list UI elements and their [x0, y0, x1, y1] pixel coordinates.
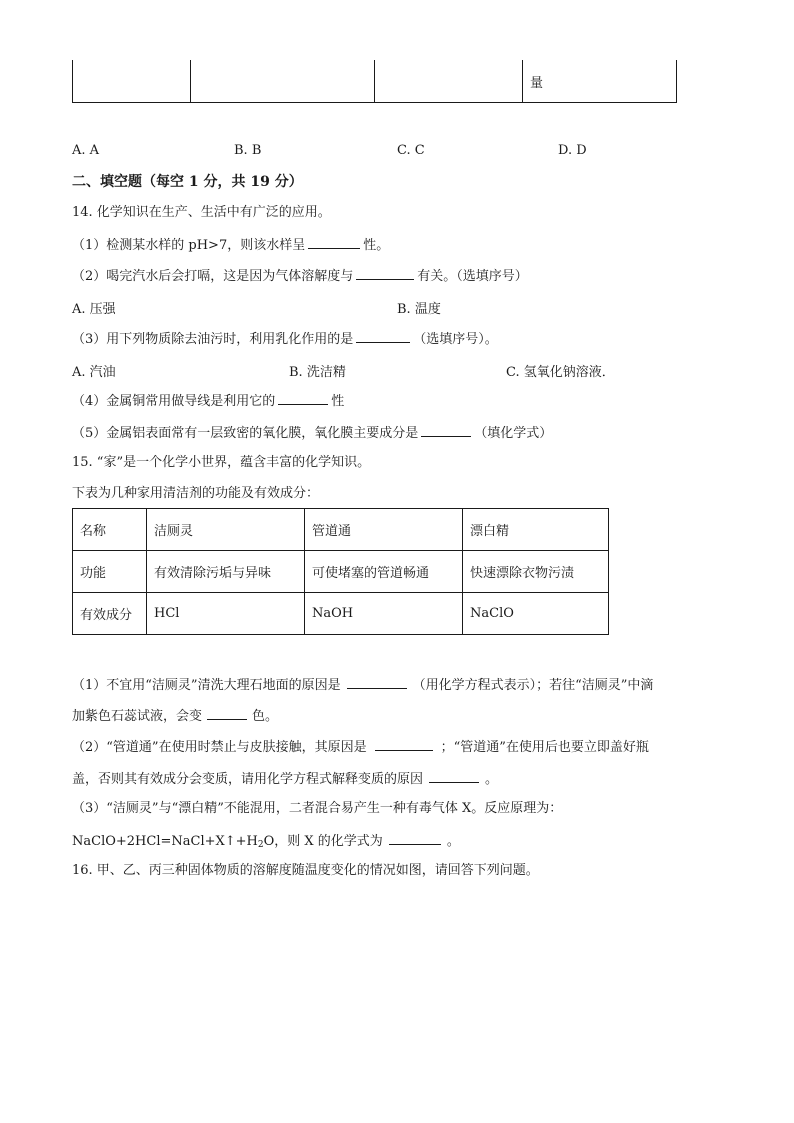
table-border — [72, 60, 73, 102]
q15-part1-text-cont: （用化学方程式表示）；若往“洁厕灵”中滴 — [412, 678, 654, 693]
q14-part5-suffix: （填化学式） — [474, 426, 553, 441]
q15-part3-suffix: 。 — [446, 834, 460, 849]
table-cell: 有效清除污垢与异味 — [147, 551, 305, 593]
table-cell: 漂白精 — [463, 509, 609, 551]
table-cell: 量 — [530, 76, 544, 91]
q14-part5 — [72, 424, 552, 442]
q14-part2-suffix: 有关。（选填序号） — [417, 269, 528, 284]
question-15-stem: 15. “家”是一个化学小世界，蕴含丰富的化学知识。 — [72, 455, 371, 470]
q15-part1-line2 — [72, 707, 278, 725]
q15-part1-line2-text: 加紫色石蕊试液，会变 — [72, 709, 203, 724]
q15-part2-text-cont: ；“管道通”在使用后也要立即盖好瓶 — [440, 740, 649, 755]
table-cell: 有效成分 — [73, 593, 147, 635]
answer-blank[interactable] — [375, 738, 433, 751]
q14-part5-text: （5）金属铝表面常有一层致密的氧化膜，氧化膜主要成分是 — [72, 426, 419, 441]
answer-blank[interactable] — [421, 424, 471, 437]
q15-part1-line2-suffix: 色。 — [252, 709, 279, 724]
answer-blank[interactable] — [207, 707, 247, 720]
q15-part2-line2-suffix: 。 — [485, 772, 499, 787]
q15-table-intro: 下表为几种家用清洁剂的功能及有效成分： — [72, 486, 320, 501]
q15-part1-text: （1）不宜用“洁厕灵”清洗大理石地面的原因是 — [72, 678, 341, 693]
table-cell: NaClO — [463, 593, 609, 635]
previous-question-table-fragment — [72, 60, 677, 103]
table-cell: 功能 — [73, 551, 147, 593]
table-cell: HCl — [147, 593, 305, 635]
question-16-stem: 16. 甲、乙、丙三种固体物质的溶解度随温度变化的情况如图，请回答下列问题。 — [72, 863, 539, 878]
q15-part3-line1: （3）“洁厕灵”与“漂白精”不能混用，二者混合易产生一种有毒气体 X。反应原理为： — [72, 801, 563, 816]
option-a: A. A — [72, 143, 100, 158]
q15-part2-text: （2）“管道通”在使用时禁止与皮肤接触，其原因是 — [72, 740, 367, 755]
table-row — [73, 593, 609, 635]
q15-part1-line1 — [72, 676, 653, 694]
option-c: C. C — [397, 143, 425, 158]
answer-blank[interactable] — [347, 676, 407, 689]
table-row — [73, 551, 609, 593]
answer-blank[interactable] — [308, 236, 360, 249]
reaction-equation: NaClO+2HCl=NaCl+X↑+H — [72, 834, 258, 849]
answer-blank[interactable] — [356, 330, 410, 343]
table-cell: NaOH — [305, 593, 463, 635]
answer-blank[interactable] — [356, 267, 414, 280]
table-border — [190, 60, 191, 102]
q14-part3-text: （3）用下列物质除去油污时，利用乳化作用的是 — [72, 332, 354, 347]
q15-part3-line2 — [72, 832, 460, 853]
q14-part4-suffix: 性 — [331, 394, 345, 409]
q14-part3-suffix: （选填序号）。 — [413, 332, 498, 347]
q14-part2-option-b: B. 温度 — [397, 302, 441, 317]
q15-part2-line2-text: 盖，否则其有效成分会变质，请用化学方程式解释变质的原因 — [72, 772, 424, 787]
answer-blank[interactable] — [389, 832, 441, 845]
table-cell: 名称 — [73, 509, 147, 551]
option-d: D. D — [558, 143, 587, 158]
table-border — [374, 60, 375, 102]
q14-part3 — [72, 330, 498, 348]
subscript: 2 — [257, 840, 264, 850]
q15-part2-line1 — [72, 738, 649, 756]
answer-blank[interactable] — [278, 392, 328, 405]
table-cell: 快速漂除衣物污渍 — [463, 551, 609, 593]
option-b: B. B — [234, 143, 262, 158]
q14-part1 — [72, 236, 389, 254]
table-cell: 可使堵塞的管道畅通 — [305, 551, 463, 593]
q14-part4 — [72, 392, 344, 410]
q14-part3-option-c: C. 氢氧化钠溶液． — [506, 365, 615, 380]
q15-part2-line2 — [72, 770, 498, 788]
table-row — [73, 509, 609, 551]
cleaner-table — [72, 508, 609, 635]
q14-part2-text: （2）喝完汽水后会打嗝，这是因为气体溶解度与 — [72, 269, 354, 284]
q14-part2-option-a: A. 压强 — [72, 302, 116, 317]
q14-part2 — [72, 267, 528, 285]
q14-part3-option-a: A. 汽油 — [72, 365, 116, 380]
reaction-equation-cont: O，则 X 的化学式为 — [263, 834, 383, 849]
q14-part3-option-b: B. 洗洁精 — [289, 365, 346, 380]
table-cell: 洁厕灵 — [147, 509, 305, 551]
table-border — [676, 60, 677, 102]
table-cell: 管道通 — [305, 509, 463, 551]
q14-part1-suffix: 性。 — [363, 238, 390, 253]
section-heading: 二、填空题（每空 1 分，共 19 分） — [72, 174, 303, 190]
question-14-stem: 14. 化学知识在生产、生活中有广泛的应用。 — [72, 205, 331, 220]
table-border — [522, 60, 523, 102]
answer-blank[interactable] — [429, 770, 479, 783]
q14-part1-text: （1）检测某水样的 pH>7，则该水样呈 — [72, 238, 306, 253]
q14-part4-text: （4）金属铜常用做导线是利用它的 — [72, 394, 276, 409]
